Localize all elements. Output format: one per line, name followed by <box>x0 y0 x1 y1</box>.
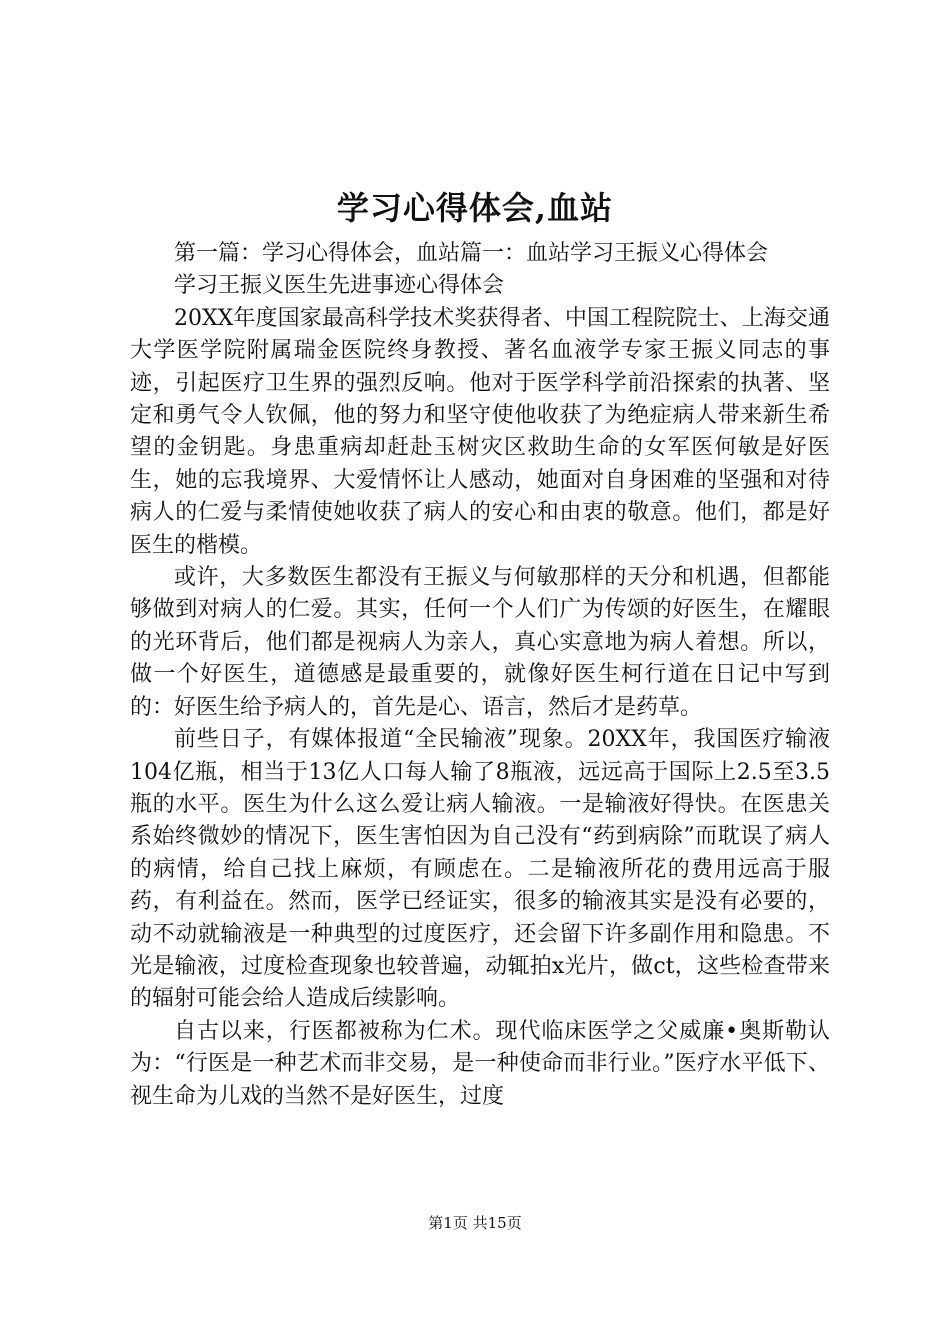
paragraph: 或许，大多数医生都没有王振义与何敏那样的天分和机遇，但都能够做到对病人的仁爱。其实，任何一个人们广为传颂的好医生，在耀眼的光环背后，他们都是视病人为亲人，真心实意地为病人着想。所以，做一个好医生，道德感是最重要的，就像好医生柯行道在日记中写到的：好医生给予病人的，首先是心、语言，然后才是药草。 <box>130 565 830 720</box>
page-footer: 第1页 共15页 <box>428 1214 522 1232</box>
document-title: 学习心得体会,血站 <box>336 189 614 227</box>
paragraph: 20XX年度国家最高科学技术奖获得者、中国工程院院士、上海交通大学医学院附属瑞金医院终身教授、著名血液学专家王振义同志的事迹，引起医疗卫生界的强烈反响。他对于医学科学前沿探索的执著、坚定和勇气令人钦佩，他的努力和坚守使他收获了为绝症病人带来新生希望的金钥匙。身患重病却赶赴玉树灾区救助生命的女军医何敏是好医生，她的忘我境界、大爱情怀让人感动，她面对自身困难的坚强和对待病人的仁爱与柔情使她收获了病人的安心和由衷的敬意。他们，都是好医生的楷模。 <box>130 305 830 558</box>
paragraph: 自古以来，行医都被称为仁术。现代临床医学之父威廉•奥斯勒认为：“行医是一种艺术而非交易，是一种使命而非行业。”医疗水平低下、视生命为儿戏的当然不是好医生，过度 <box>130 1018 830 1109</box>
paragraph: 前些日子，有媒体报道“全民输液”现象。20XX年，我国医疗输液104亿瓶，相当于13亿人口每人输了8瓶液，远远高于国际上2.5至3.5瓶的水平。医生为什么这么爱让病人输液。一是输液好得快。在医患关系始终微妙的情况下，医生害怕因为自己没有“药到病除”而耽误了病人的病情，给自己找上麻烦，有顾虑在。二是输液所花的费用远高于服药，有利益在。然而，医学已经证实，很多的输液其实是没有必要的，动不动就输液是一种典型的过度医疗，还会留下许多副作用和隐患。不光是输液，过度检查现象也较普遍，动辄拍x光片，做ct，这些检查带来的辐射可能会给人造成后续影响。 <box>130 727 830 1012</box>
paragraph: 第一篇：学习心得体会，血站篇一：血站学习王振义心得体会 <box>174 241 769 266</box>
document-body <box>130 238 830 1113</box>
paragraph: 学习王振义医生先进事迹心得体会 <box>174 273 505 299</box>
